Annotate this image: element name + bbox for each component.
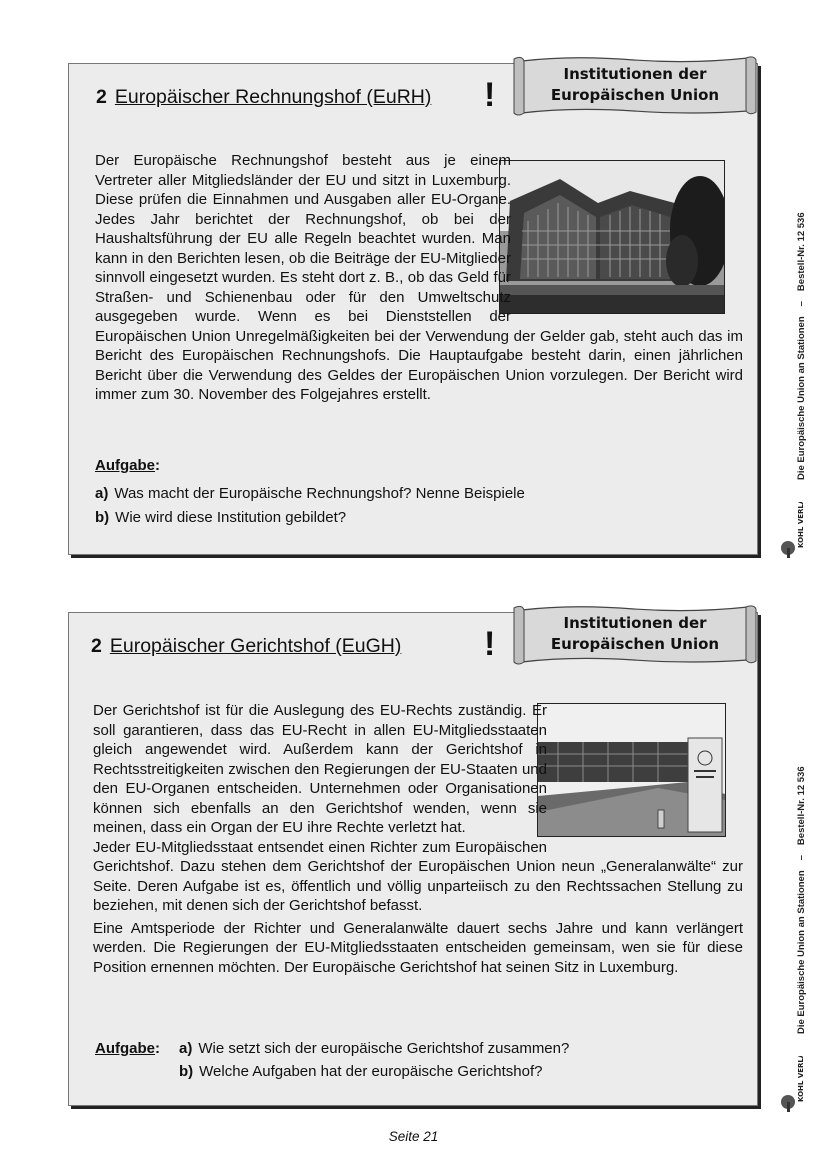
station-number: 2 [91,635,102,657]
order-number: Bestell-Nr. 12 536 [796,766,807,846]
paragraph: Jeder EU-Mitgliedsstaat entsendet einen Richter zum Europäischen Gerichtshof. Dazu stehen dem Gerichtshof der Europäischen Union neun „Generalanwälte“ zur Seite. Deren Aufgabe ist es, öffentlich und völlig unparteiisch zu den Rechtssachen Stellung zu beziehen, mit denen sich der Gerichtshof befasst. [93,838,743,914]
task-text: Was macht der Europäische Rechnungshof? Nenne Beispiele [114,485,525,502]
paragraph: Der Europäische Rechnungshof besteht aus je einem Vertreter aller Mitgliedsländer der EU und sitzt in Luxemburg. Diese prüfen die Einnahmen und Ausgaben aller EU-Organe. Jedes Jahr berichtet der Rechnungshof, ob bei der Haushaltsführung der EU alle Regeln beachtet wurden. Man kann in den Berichten lesen, ob die Beiträge der EU-Mitglieder sinnvoll eingesetzt wurden. Es steht dort z. B., ob das Geld für Straßen- und Schienenbau oder für den Umweltschutz ausgegeben wurde. Wenn es bei Dienststellen der Europäischen Union Unregelmäßigkeiten bei der Verwendung der Gelder gab, steht auch das im Bericht des Europäischen Rechnungshofs. Die Hauptaufgabe besteht darin, einen jährlichen Bericht über die Verwendung des Geldes der Europäischen Union vorzulegen. Der Bericht wird immer zum 30. November des Folgejahres erstellt. [95,152,743,403]
separator: – [796,855,807,861]
card-title: Europäischer Gerichtshof (EuGH) [109,635,402,657]
exclamation-icon: ! [484,76,496,114]
sidebar-series-info-top [796,212,807,480]
kohl-verlag-logo-icon [778,1056,814,1112]
task-letter: a) [95,485,109,502]
body-text [93,701,743,977]
task-item-b [95,509,346,526]
task-text: Wie setzt sich der europäische Gerichtshof zusammen? [198,1040,570,1057]
card-title: Europäischer Rechnungshof (EuRH) [114,86,432,108]
banner-line-2: Europäischen Union [550,86,720,104]
publisher-logo [778,502,814,563]
task-heading [95,1040,166,1057]
task-item-a [179,1040,569,1057]
paragraph: Der Gerichtshof ist für die Auslegung des EU-Rechts zuständig. Er soll garantieren, dass das EU-Recht in allen EU-Mitgliedsstaaten gleich angewendet wird. Außerdem kann der Gerichtshof in Rechtsstreitigkeiten zwischen den Regierungen der EU-Staaten und den EU-Organen entscheiden. Unternehmen oder Organisationen können sich ebenfalls an den Gerichtshof wenden, wenn sie meinen, dass ein Organ der EU ihre Rechte verletzt hat. [93,702,547,836]
banner-text [530,613,740,655]
publisher-name: KOHL VERLAG [797,1056,805,1102]
page-number: Seite 21 [388,1129,439,1144]
task-letter: a) [179,1040,193,1057]
banner-line-1: Institutionen der [563,614,707,632]
task-item-a [95,485,525,502]
card-heading [96,86,431,109]
task-label: Aufgabe [95,1040,155,1057]
task-letter: b) [179,1063,194,1080]
sidebar-series-info-bottom [796,766,807,1034]
series-title: Die Europäische Union an Stationen [796,870,807,1034]
banner-line-1: Institutionen der [563,65,707,83]
publisher-name: KOHL VERLAG [797,502,805,548]
paragraph: Eine Amtsperiode der Richter und Generalanwälte dauert sechs Jahre und kann verlängert werden. Die Regierungen der EU-Mitgliedsstaaten entscheiden gemeinsam, wen sie für diese Position ernennen möchten. Der Europäische Gerichtshof hat seinen Sitz in Luxemburg. [93,919,743,976]
topic-banner [512,604,758,666]
task-text: Wie wird diese Institution gebildet? [115,509,347,526]
station-card-rechnungshof [68,63,758,555]
body-text [95,151,743,405]
kohl-verlag-logo-icon [778,502,814,558]
task-letter: b) [95,509,110,526]
task-colon: : [155,1040,160,1057]
banner-text [530,64,740,106]
task-text: Welche Aufgaben hat der europäische Gerichtshof? [199,1063,543,1080]
station-number: 2 [96,86,107,108]
separator: – [796,301,807,307]
banner-line-2: Europäischen Union [550,635,720,653]
exclamation-icon: ! [484,625,496,663]
card-heading [91,635,401,658]
station-card-gerichtshof [68,612,758,1106]
order-number: Bestell-Nr. 12 536 [796,212,807,292]
publisher-logo [778,1056,814,1117]
task-heading [95,457,166,474]
task-colon: : [155,457,160,474]
series-title: Die Europäische Union an Stationen [796,316,807,480]
task-item-b [179,1063,542,1080]
topic-banner [512,55,758,117]
task-label: Aufgabe [95,457,155,474]
